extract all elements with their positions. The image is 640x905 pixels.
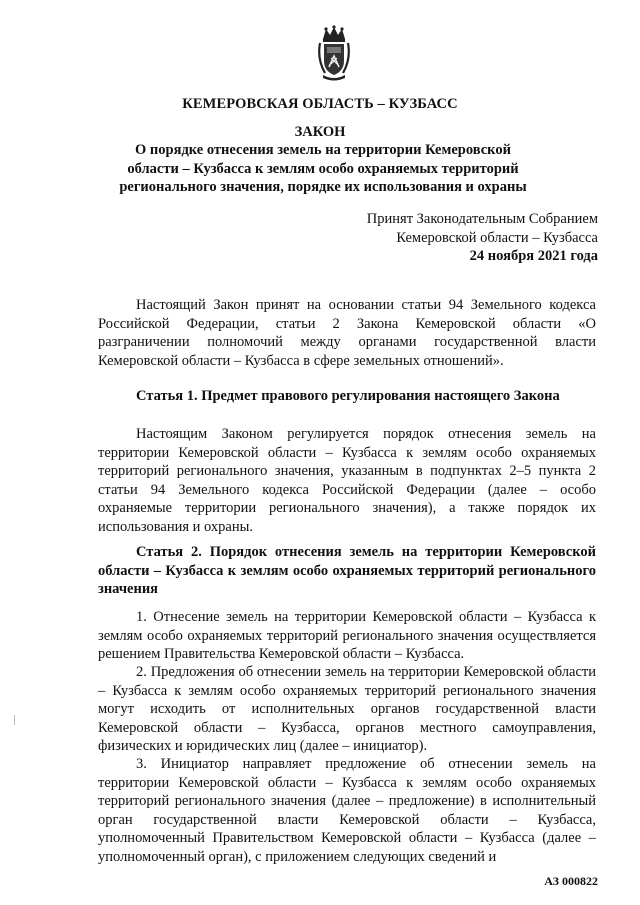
law-title: О порядке отнесения земель на территории Кемеровской области – Кузбасса к землям особо охраняемых территорий регионального значения, порядке их использования и охраны [119,142,527,195]
serial-number-stamp: АЗ 000822 [544,874,598,888]
article-2-paragraph-2: 2. Предложения об отнесении земель на территории Кемеровской области – Кузбасса к землям особо охраняемых территорий регионального значения могут исходить от исполнительных органов государственной власти Кемеровской области – Кузбасса, органов местного самоуправления, физических и юридических лиц (далее – инициатор). [98,664,596,754]
article-2-paragraph-1: 1. Отнесение земель на территории Кемеровской области – Кузбасса к землям особо охраняемых территорий регионального значения осуществляется решением Правительства Кемеровской области – Кузбасса. [98,609,596,662]
document-type: ЗАКОН [294,124,346,140]
preamble-paragraph: Настоящий Закон принят на основании статьи 94 Земельного кодекса Российской Федерации, статьи 2 Закона Кемеровской области «О разграничении полномочий между органами государственной власти Кемеровской области – Кузбасса в сфере земельных отношений». [98,297,596,369]
region-name: КЕМЕРОВСКАЯ ОБЛАСТЬ – КУЗБАСС [182,96,458,112]
adoption-line-2: Кемеровской области – Кузбасса [396,229,598,246]
adoption-date: 24 ноября 2021 года [469,248,598,264]
adoption-block [367,210,598,266]
article-2-paragraph-3: 3. Инициатор направляет предложение об отнесении земель на территории Кемеровской области – Кузбасса к землям особо охраняемых территорий регионального значения (далее – предложение) в исполнительный орган государственной власти Кемеровской области – Кузбасса, уполномоченный Правительством Кемеровской области – Кузбасса (далее – уполномоченный орган), с приложением следующих сведений и [98,756,596,865]
adoption-line-1: Принят Законодательным Собранием [366,211,598,227]
article-2-heading: Статья 2. Порядок отнесения земель на территории Кемеровской области – Кузбасса к землям особо охраняемых территорий регионального значения [98,544,596,597]
scan-margin-mark [14,715,15,725]
coat-of-arms-icon [317,25,351,81]
article-1-heading: Статья 1. Предмет правового регулирования настоящего Закона [136,388,560,404]
article-1-text: Настоящим Законом регулируется порядок отнесения земель на территории Кемеровской области – Кузбасса к землям особо охраняемых территорий регионального значения, указанным в подпунктах 2–5 пункта 2 статьи 94 Земельного кодекса Российской Федерации (далее – особо охраняемые территории регионального значения), а также порядок их использования и охраны. [98,426,596,535]
